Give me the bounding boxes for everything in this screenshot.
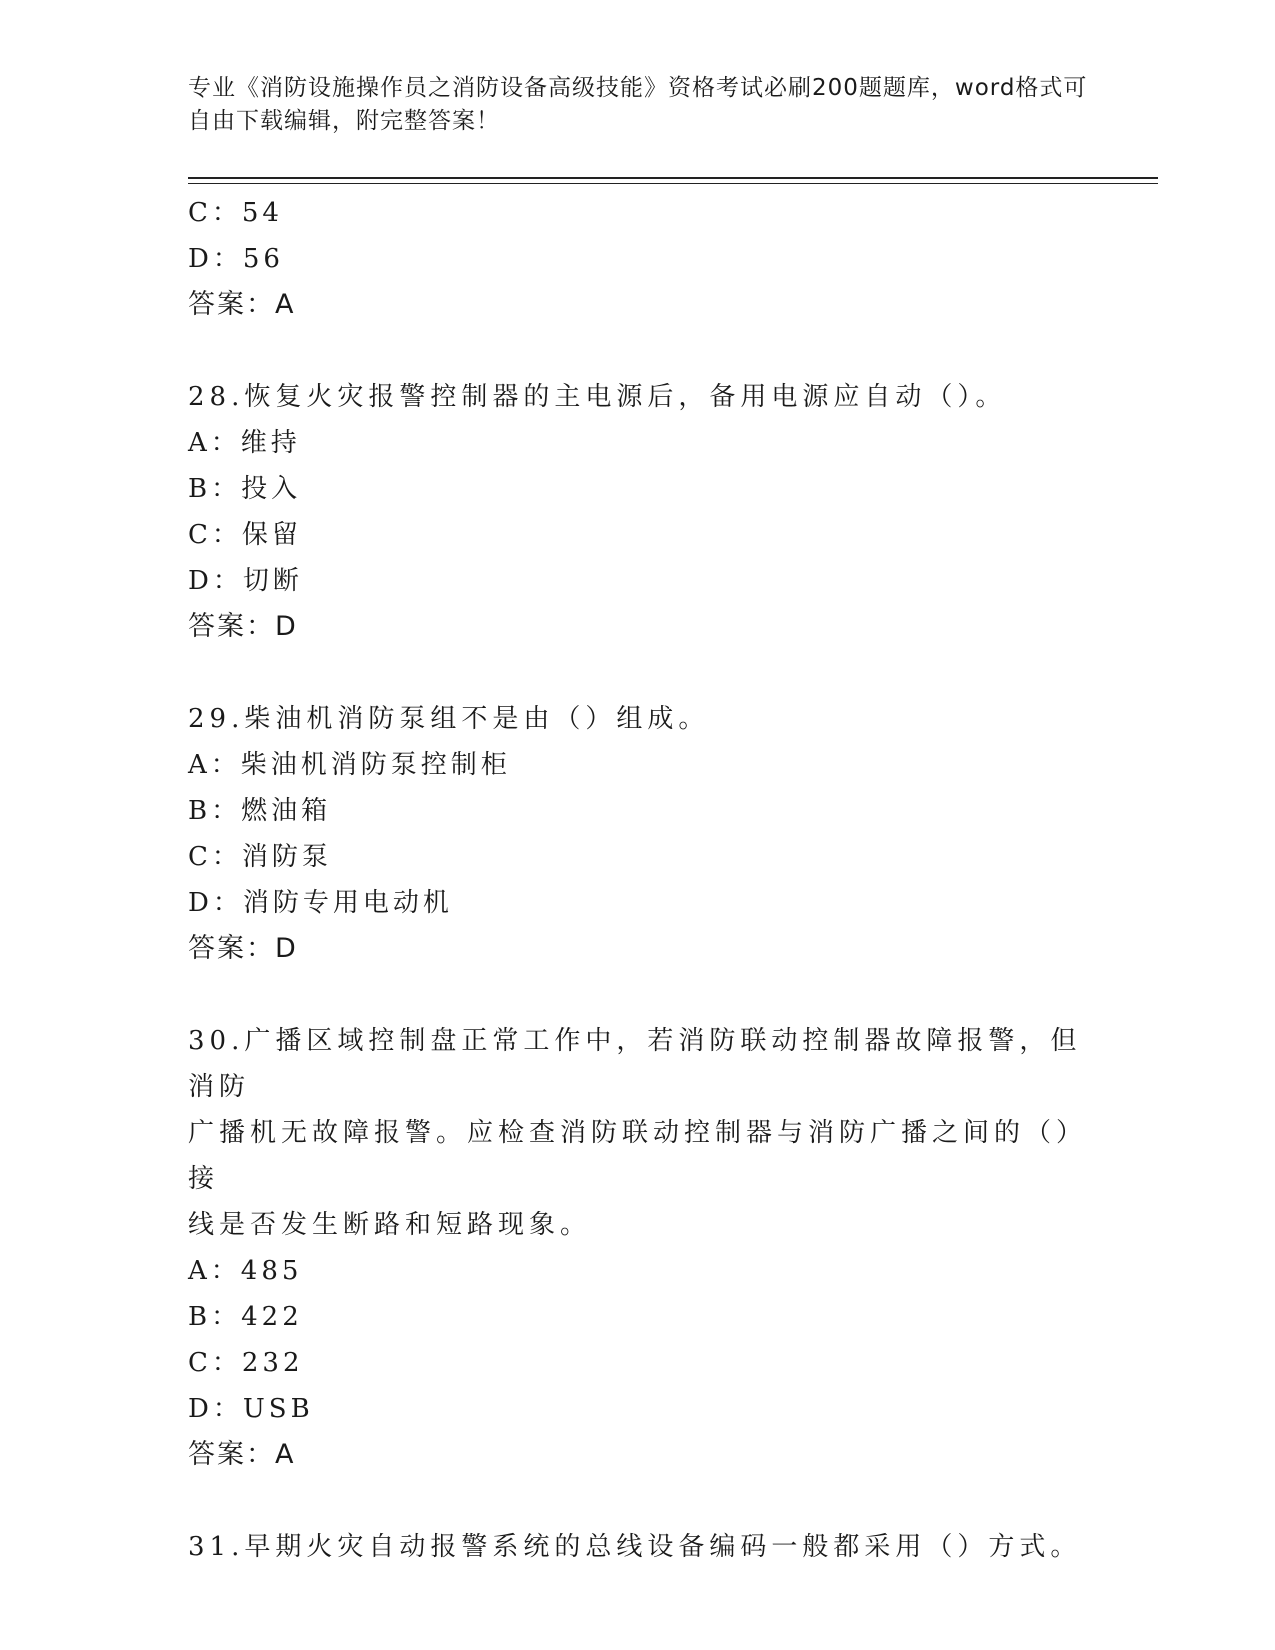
q28-answer: 答案：D xyxy=(188,611,298,642)
q29-option-d: D：消防专用电动机 xyxy=(188,888,453,918)
q28-option-b: B：投入 xyxy=(188,474,302,504)
q29-option-b: B：燃油箱 xyxy=(188,796,332,826)
question-30-line-1: 30.广播区域控制盘正常工作中，若消防联动控制器故障报警，但消防 xyxy=(188,1026,1082,1102)
header-divider-thin xyxy=(188,183,1158,184)
q29-option-c: C：消防泵 xyxy=(188,842,332,872)
question-31: 31.早期火灾自动报警系统的总线设备编码一般都采用（）方式。 xyxy=(188,1532,1082,1562)
q30-option-c: C：232 xyxy=(188,1348,304,1378)
q30-option-a: A：485 xyxy=(188,1256,303,1286)
option-d: D：56 xyxy=(188,244,284,274)
q30-option-b: B：422 xyxy=(188,1302,303,1332)
answer-line: 答案：A xyxy=(188,289,296,320)
q29-option-a: A：柴油机消防泵控制柜 xyxy=(188,750,511,780)
spacer xyxy=(188,650,1088,696)
option-c: C：54 xyxy=(188,198,283,228)
q28-option-d: D：切断 xyxy=(188,566,303,596)
question-30-line-3: 线是否发生断路和短路现象。 xyxy=(188,1210,592,1240)
q28-option-a: A：维持 xyxy=(188,428,301,458)
spacer xyxy=(188,972,1088,1018)
q30-answer: 答案：A xyxy=(188,1439,296,1470)
spacer xyxy=(188,328,1088,374)
question-28: 28.恢复火灾报警控制器的主电源后，备用电源应自动（）。 xyxy=(188,382,1007,412)
q28-option-c: C：保留 xyxy=(188,520,302,550)
q29-answer: 答案：D xyxy=(188,933,298,964)
question-29: 29.柴油机消防泵组不是由（）组成。 xyxy=(188,704,710,734)
q30-option-d: D：USB xyxy=(188,1394,314,1424)
header-divider-thick xyxy=(188,177,1158,179)
page-header-title: 专业《消防设施操作员之消防设备高级技能》资格考试必刷200题题库，word格式可自由下载编辑，附完整答案！ xyxy=(188,75,1088,134)
question-30-line-2: 广播机无故障报警。应检查消防联动控制器与消防广播之间的（）接 xyxy=(188,1118,1088,1194)
spacer xyxy=(188,1478,1088,1524)
question-content xyxy=(188,190,1088,1570)
